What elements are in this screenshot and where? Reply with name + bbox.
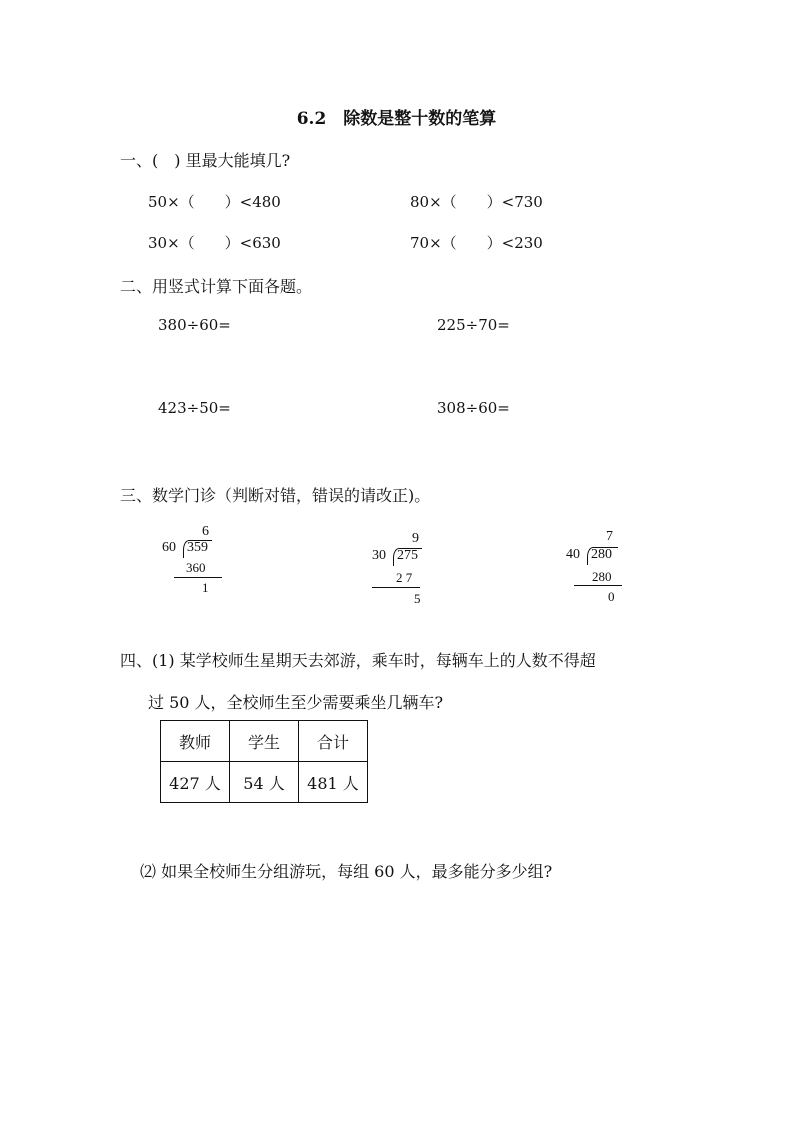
section4-question-line1: 四、(1) 某学校师生星期天去郊游，乘车时，每辆车上的人数不得超 (120, 651, 596, 670)
table-cell: 427 人 (161, 762, 230, 803)
section4-question-part2: ⑵ 如果全校师生分组游玩，每组 60 人，最多能分多少组? (140, 862, 553, 881)
section2-heading: 二、用竖式计算下面各题。 (120, 277, 313, 296)
subtraction-line (372, 587, 420, 588)
table-header-cell: 教师 (161, 721, 230, 762)
quotient: 9 (412, 531, 419, 546)
table-cell: 54 人 (230, 762, 299, 803)
section4-question-line2: 过 50 人，全校师生至少需要乘坐几辆车? (148, 693, 444, 712)
product: 360 (186, 560, 206, 575)
remainder: 1 (202, 580, 209, 595)
remainder: 5 (414, 591, 421, 606)
dividend: 280 (591, 547, 612, 562)
divisor: 30 (372, 548, 386, 563)
product: 2 7 (396, 570, 413, 585)
dividend: 275 (397, 548, 418, 563)
remainder: 0 (608, 589, 615, 604)
subtraction-line (174, 577, 222, 578)
fill-blank-item: 50×（ ）<480 (148, 193, 281, 211)
fill-blank-item: 30×（ ）<630 (148, 234, 281, 252)
quotient: 6 (202, 524, 209, 539)
page-title: 6.2 除数是整十数的笔算 (296, 109, 497, 129)
fill-blank-item: 80×（ ）<730 (410, 193, 543, 211)
table-cell: 481 人 (299, 762, 368, 803)
table-row (161, 762, 368, 803)
section1-heading: 一、( ) 里最大能填几? (120, 151, 291, 170)
vertical-calc-item: 308÷60= (437, 399, 510, 417)
dividend: 359 (187, 540, 208, 555)
divisor: 40 (566, 547, 580, 562)
fill-blank-item: 70×（ ）<230 (410, 234, 543, 252)
table-header-cell: 学生 (230, 721, 299, 762)
quotient: 7 (606, 529, 613, 544)
table-header-cell: 合计 (299, 721, 368, 762)
table-header-row (161, 721, 368, 762)
people-table (160, 720, 368, 803)
product: 280 (592, 569, 612, 584)
vertical-calc-item: 225÷70= (437, 316, 510, 334)
vertical-calc-item: 423÷50= (158, 399, 231, 417)
section3-heading: 三、数学门诊（判断对错，错误的请改正)。 (120, 486, 431, 505)
vertical-calc-item: 380÷60= (158, 316, 231, 334)
divisor: 60 (162, 540, 176, 555)
subtraction-line (574, 585, 622, 586)
